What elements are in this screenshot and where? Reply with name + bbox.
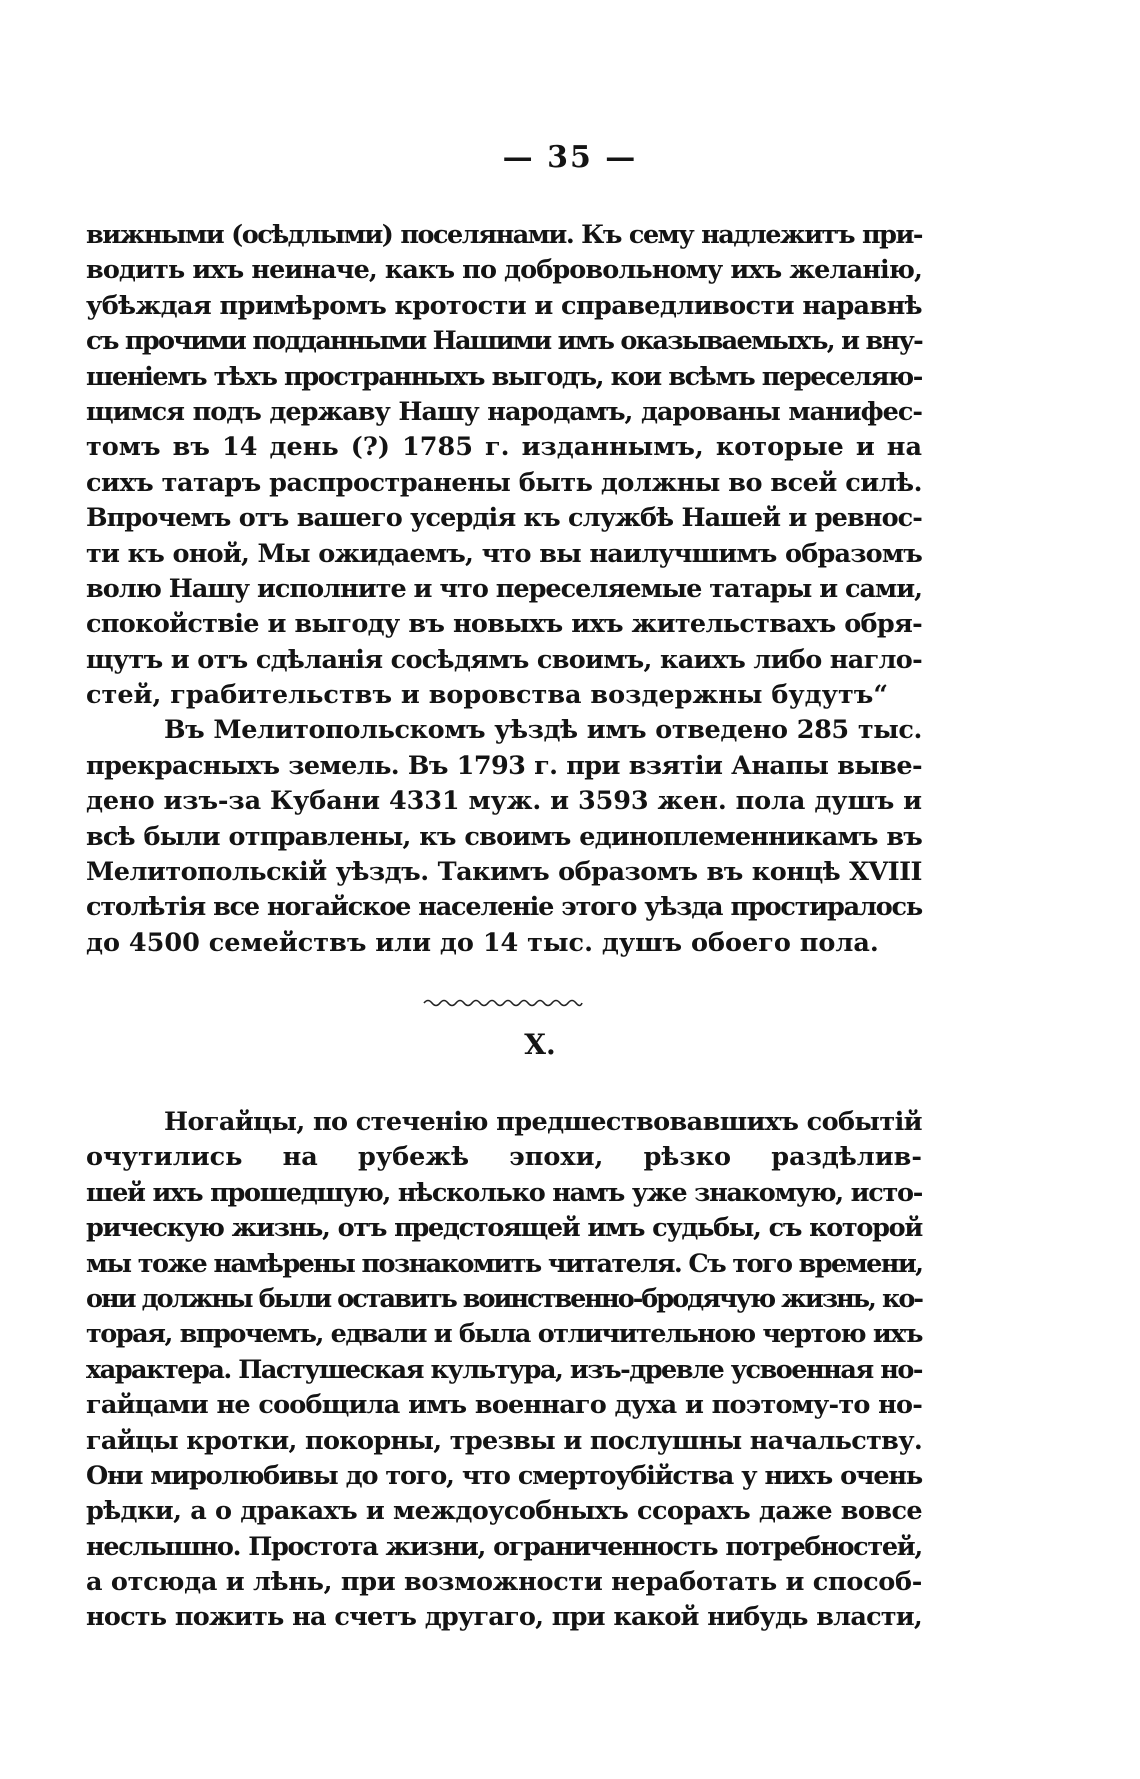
text-line: а отсюда и лѣнь, при возможности неработать и способ-: [86, 1567, 922, 1598]
text-line: вижными (осѣдлыми) поселянами. Къ сему надлежитъ при-: [86, 220, 922, 250]
text-line: Они миролюбивы до того, что смертоубійства у нихъ очень: [86, 1460, 922, 1491]
text-line: Ногайцы, по стеченію предшествовавшихъ событій: [164, 1107, 922, 1137]
text-line: щутъ и отъ сдѣланія сосѣдямъ своимъ, каихъ либо нагло-: [86, 644, 922, 675]
text-line: гайцы кротки, покорны, трезвы и послушны начальству.: [86, 1425, 922, 1456]
text-line: Мелитопольскій уѣздъ. Такимъ образомъ въ концѣ XVIII: [86, 857, 922, 888]
text-line: столѣтія все ногайское населеніе этого уѣзда простиралось: [86, 892, 922, 923]
text-line: спокойствіе и выгоду въ новыхъ ихъ жительствахъ обря-: [86, 609, 922, 640]
section-heading: X.: [524, 1028, 556, 1061]
text-line: ти къ оной, Мы ожидаемъ, что вы наилучшимъ образомъ: [86, 538, 922, 569]
text-line: мы тоже намѣрены познакомить читателя. Съ того времени,: [86, 1248, 923, 1279]
text-line: рическую жизнь, отъ предстоящей имъ судьбы, съ которой: [86, 1213, 922, 1244]
text-block-2: [86, 1105, 922, 1636]
text-line: до 4500 семействъ или до 14 тыс. душъ обоего пола.: [86, 927, 879, 958]
text-block-1: [86, 218, 922, 961]
text-line: шей ихъ прошедшую, нѣсколько намъ уже знакомую, исто-: [86, 1177, 922, 1208]
text-line: торая, впрочемъ, едвали и была отличительною чертою ихъ: [86, 1319, 922, 1350]
text-line: ность пожить на счетъ другаго, при какой нибудь власти,: [86, 1602, 922, 1633]
text-line: убѣждая примѣромъ кротости и справедливости наравнѣ: [86, 290, 922, 321]
text-line: гайцами не сообщила имъ военнаго духа и поэтому-то но-: [86, 1390, 922, 1421]
text-line: всѣ были отправлены, къ своимъ единоплеменникамъ въ: [86, 821, 922, 852]
text-line: рѣдки, а о дракахъ и междоусобныхъ ссорахъ даже вовсе: [86, 1496, 922, 1527]
text-line: неслышно. Простота жизни, ограниченность потребностей,: [86, 1531, 922, 1562]
text-line: съ прочими подданными Нашими имъ оказываемыхъ, и вну-: [86, 326, 922, 357]
text-line: характера. Пастушеская культура, изъ-древле усвоенная но-: [86, 1354, 922, 1385]
text-line: стей, грабительствъ и воровства воздержны будутъ“: [86, 680, 889, 711]
text-line: Впрочемъ отъ вашего усердія къ службѣ Нашей и ревнос-: [86, 503, 922, 534]
text-line: Въ Мелитопольскомъ уѣздѣ имъ отведено 285 тыс.: [164, 715, 922, 746]
text-line: они должны были оставить воинственно-бродячую жизнь, ко-: [86, 1283, 922, 1314]
text-line: щимся подъ державу Нашу народамъ, дарованы манифес-: [86, 396, 922, 427]
text-line: очутились на рубежѣ эпохи, рѣзко раздѣлив-: [86, 1142, 922, 1173]
text-line: волю Нашу исполните и что переселяемые татары и сами,: [86, 573, 922, 604]
text-line: водить ихъ неиначе, какъ по добровольному ихъ желанію,: [86, 255, 922, 286]
text-line: сихъ татаръ распространены быть должны во всей силѣ.: [86, 467, 922, 498]
page-number: — 35 —: [502, 140, 638, 175]
text-line: дено изъ-за Кубани 4331 муж. и 3593 жен. пола душъ и: [86, 786, 922, 817]
text-line: шеніемъ тѣхъ пространныхъ выгодъ, кои всѣмъ переселяю-: [86, 361, 922, 392]
text-line: томъ въ 14 день (?) 1785 г. изданнымъ, которые и на: [86, 432, 922, 463]
section-divider-ornament: [422, 996, 584, 1010]
text-line: прекрасныхъ земель. Въ 1793 г. при взятіи Анапы выве-: [86, 750, 922, 781]
